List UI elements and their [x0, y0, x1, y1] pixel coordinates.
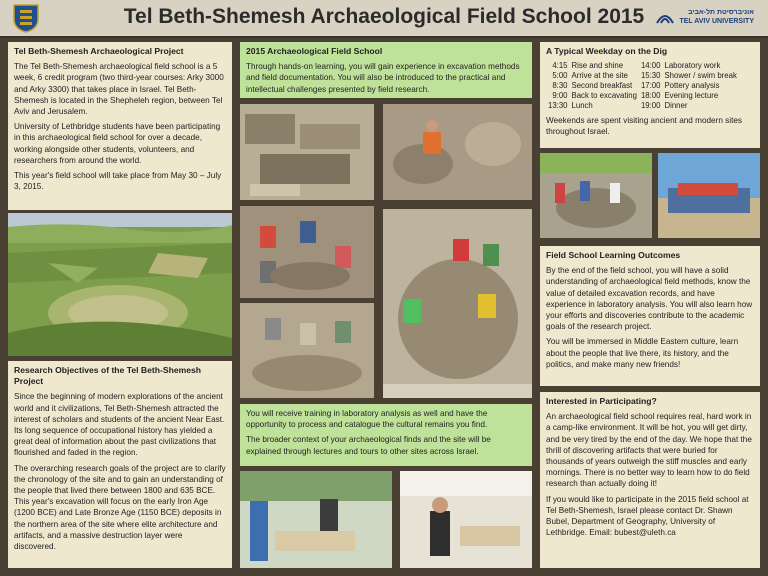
- schedule-time: 4:15: [552, 61, 568, 71]
- learning-outcomes-panel: [540, 246, 760, 386]
- schedule-row: [546, 71, 739, 81]
- schedule-time: 18:00: [640, 91, 661, 101]
- outcomes-heading: Field School Learning Outcomes: [546, 250, 681, 260]
- training-paragraph-1: You will receive training in laboratory analysis as well and have the opportunity to process and catalogue the cultural remains you find.: [246, 409, 488, 430]
- objectives-heading: Research Objectives of the Tel Beth-Shemesh Project: [14, 365, 202, 387]
- students-digging-photo: [240, 206, 374, 298]
- daily-schedule-table: [546, 61, 739, 111]
- schedule-time: 14:00: [640, 61, 661, 71]
- schedule-time: 9:00: [552, 91, 568, 101]
- schedule-time: 15:30: [640, 71, 661, 81]
- schedule-activity: Evening lecture: [664, 91, 719, 101]
- objectives-paragraph-1: Since the beginning of modern explorations of the ancient world and it civilizations, Tel Beth-Shemesh attracted the interest of scholars and students of the ancient Near East. Its long sequence of occupational history has yielded a great deal of information about the past civilizations that flourished and faded in the region.: [14, 392, 225, 458]
- schedule-activity: Pottery analysis: [664, 81, 720, 91]
- interested-paragraph-1: An archaeological field school requires real, hard work in a camp-like environment. It will be hot, you will get dirty, and be very tired by the end of the day. We hope that the thrill of discovering artifacts that were buried for thousands of years outweigh the stiff muscles and early mornings. There is no better way to learn how to do field research than actually doing it!: [546, 412, 752, 489]
- schedule-activity: Shower / swim break: [664, 71, 737, 81]
- schedule-activity: Back to excavating: [571, 91, 637, 101]
- schedule-activity: Laboratory work: [664, 61, 721, 71]
- schedule-activity: Second breakfast: [571, 81, 633, 91]
- research-objectives-panel: [8, 361, 232, 568]
- field-school-panel: [240, 42, 532, 98]
- aerial-photo: [8, 213, 232, 356]
- schedule-row: [546, 81, 739, 91]
- schedule-time: 8:30: [552, 81, 568, 91]
- lab-work-photo: [400, 471, 532, 568]
- project-heading: Tel Beth-Shemesh Archaeological Project: [14, 46, 184, 56]
- schedule-time: 5:00: [552, 71, 568, 81]
- schedule-activity: Dinner: [664, 101, 688, 111]
- field-school-paragraph: Through hands-on learning, you will gain experience in excavation methods and field documentation. You will also be introduced to the practical and intellectual challenges presented by field research.: [246, 62, 520, 94]
- interested-paragraph-2: If you would like to participate in the 2015 field school at Tel Beth-Shemesh, Israel please contact Dr. Shawn Bubel, Department of Geography, University of Lethbridge. Email: bubest@uleth.ca: [546, 494, 749, 538]
- weekday-heading: A Typical Weekday on the Dig: [546, 46, 668, 56]
- weekday-note: Weekends are spent visiting ancient and modern sites throughout Israel.: [546, 116, 743, 137]
- tau-emblem-icon: [656, 9, 674, 25]
- project-paragraph-3: This year's field school will take place from May 30 – July 3, 2015.: [14, 171, 222, 192]
- schedule-row: [546, 91, 739, 101]
- schedule-row: [546, 101, 739, 111]
- pottery-washing-photo: [240, 471, 392, 568]
- schedule-activity: Arrive at the site: [571, 71, 628, 81]
- worker-orange-shirt-photo: [383, 104, 532, 200]
- schedule-time: 17:00: [640, 81, 661, 91]
- interested-panel: [540, 392, 760, 568]
- poster-title: Tel Beth-Shemesh Archaeological Field School 2015: [123, 5, 645, 28]
- project-panel: [8, 42, 232, 210]
- schedule-row: [546, 61, 739, 71]
- objectives-paragraph-2: The overarching research goals of the project are to clarify the chronology of the site and to gain an understanding of the people that lived there between 1800 and 635 BCE. This year's excavation will focus on the early Iron Age (1200 BCE) and Late Bronze Age (1150 BCE) deposits in the northern area of the site where elite architecture and artifacts, and a massive destruction layer were discovered.: [14, 463, 226, 552]
- training-panel: [240, 404, 532, 466]
- group-portrait-photo: [658, 153, 760, 238]
- project-paragraph-1: The Tel Beth-Shemesh archaeological field school is a 5 week, 6 credit program (two third-year courses: Arky 3000 and Arky 3300) that takes place in Israel. Tel Beth-Shemesh is located in the Shepheleh region, between Tel Aviv and Jerusalem.: [14, 62, 224, 117]
- field-school-heading: 2015 Archaeological Field School: [246, 46, 383, 56]
- schedule-activity: Rise and shine: [571, 61, 624, 71]
- outcomes-paragraph-1: By the end of the field school, you will have a solid understanding of archaeological field methods, know the value of detailed excavation records, and have experience in laboratory analysis. You will also learn how your efforts and discoveries contribute to the academic goals of the research project.: [546, 266, 753, 332]
- logo-english-text: TEL AVIV UNIVERSITY: [679, 18, 754, 25]
- schedule-activity: Lunch: [571, 101, 593, 111]
- training-paragraph-2: The broader context of your archaeological finds and the site will be explained through lectures and tours to other sites across Israel.: [246, 435, 491, 456]
- schedule-time: 19:00: [640, 101, 661, 111]
- interested-heading: Interested in Participating?: [546, 396, 657, 406]
- outcomes-paragraph-2: You will be immersed in Middle Eastern culture, learn about the people that live there, its history, and the politics, and make many new friends!: [546, 337, 739, 369]
- schedule-time: 13:30: [548, 101, 568, 111]
- poster-header: [0, 0, 768, 38]
- project-paragraph-2: University of Lethbridge students have been participating in this archaeological field school for over a decade, working alongside other students, volunteers, and researchers from around the world.: [14, 122, 221, 165]
- tel-aviv-university-logo: [656, 8, 754, 26]
- excavation-walls-photo: [240, 104, 374, 200]
- students-group-dig-photo: [240, 303, 374, 398]
- logo-hebrew-text: אוניברסיטת תל-אביב: [688, 9, 754, 16]
- large-excavation-pit-photo: [383, 209, 532, 398]
- group-excavation-site-photo: [540, 153, 652, 238]
- weekday-panel: [540, 42, 760, 148]
